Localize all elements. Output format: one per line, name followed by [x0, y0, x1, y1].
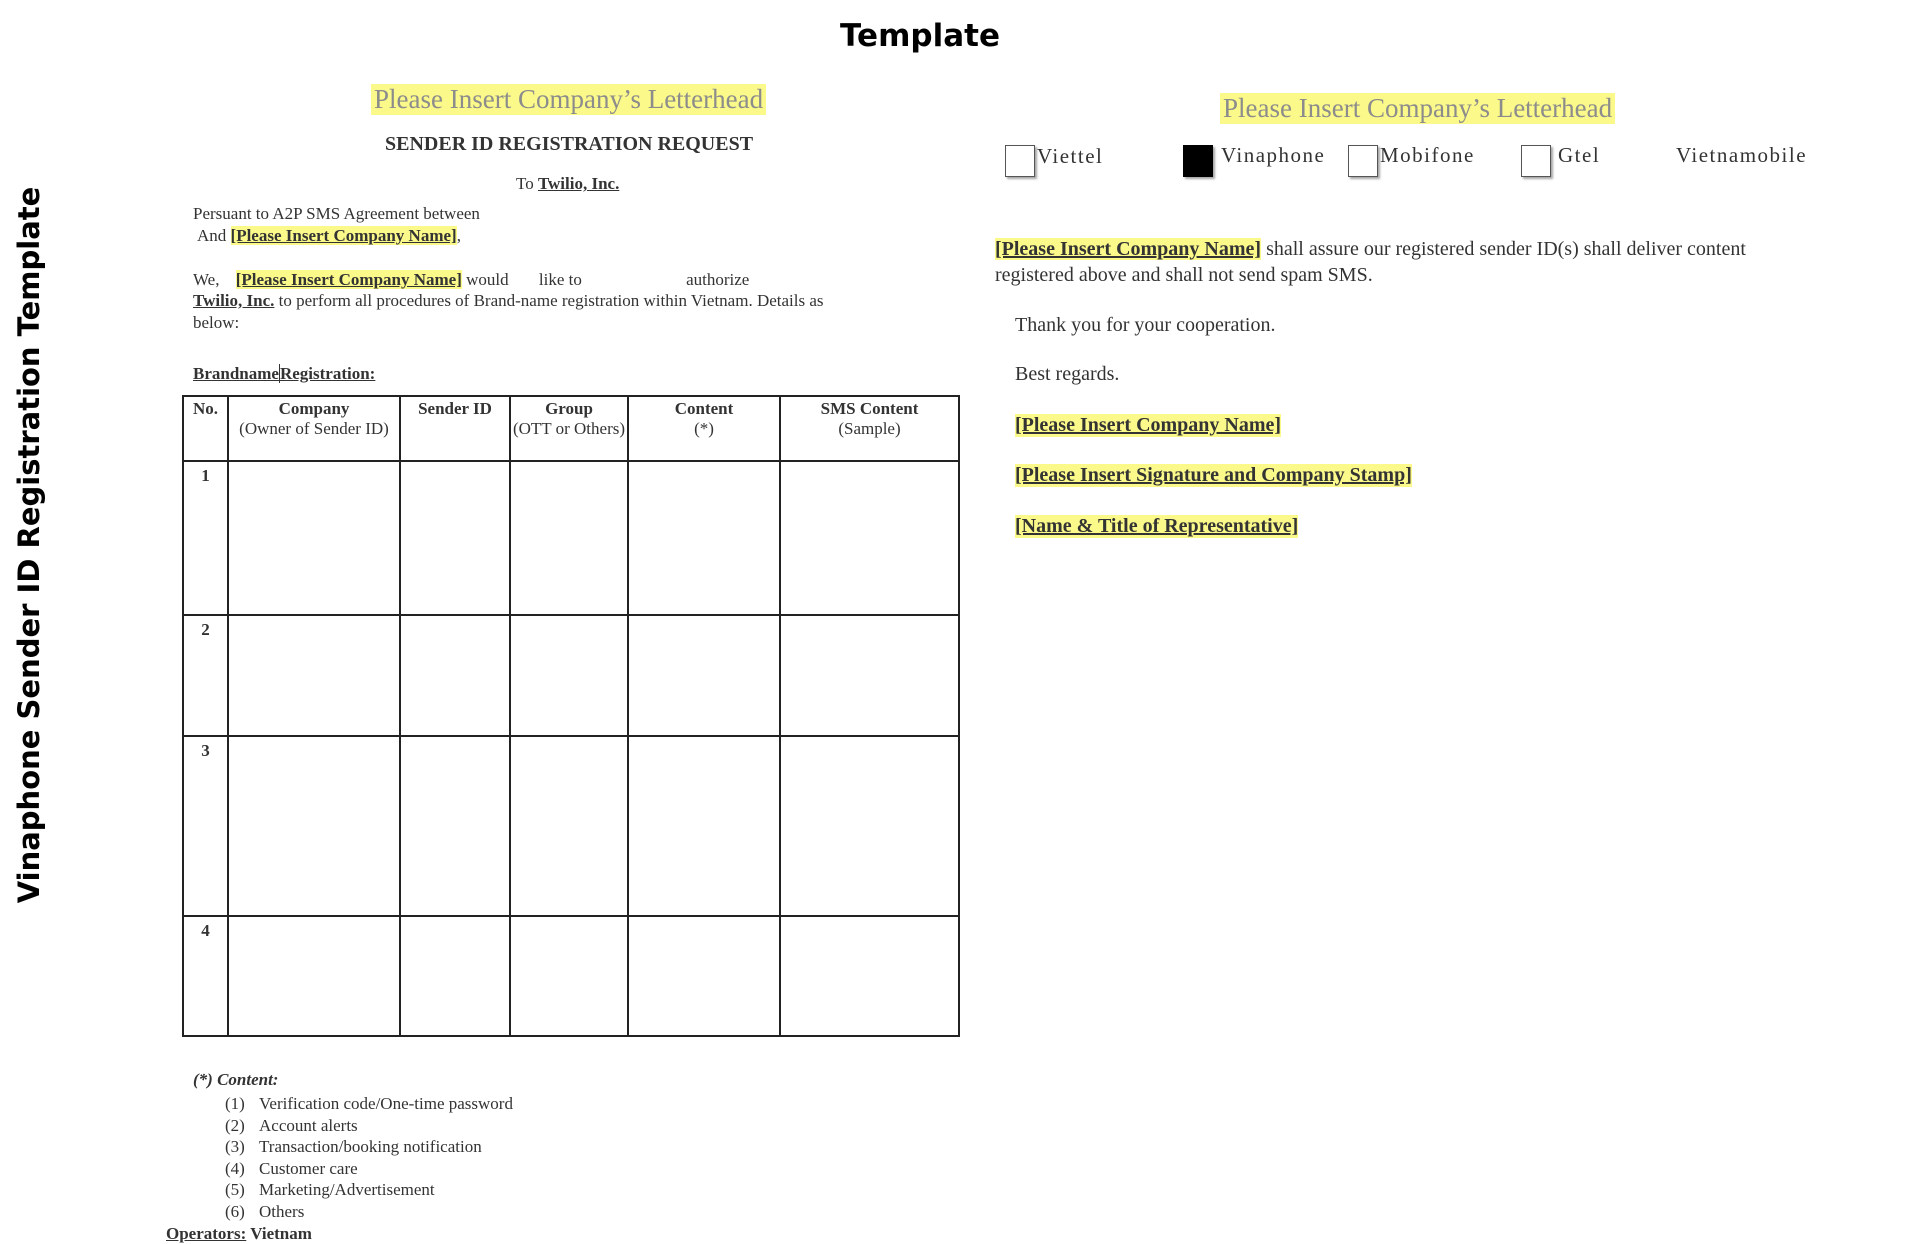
list-item: (2) Account alerts: [225, 1115, 358, 1135]
table-cell[interactable]: [228, 615, 400, 736]
assure-line-2: registered above and shall not send spam SMS.: [995, 264, 1373, 286]
table-cell[interactable]: [510, 736, 628, 916]
assure-line-1: [Please Insert Company Name] shall assure our registered sender ID(s) shall deliver content: [995, 238, 1746, 260]
sign-stamp-placeholder[interactable]: [Please Insert Signature and Company Stamp]: [1015, 464, 1412, 486]
regards-line: Best regards.: [1015, 363, 1120, 385]
representative-placeholder[interactable]: [Name & Title of Representative]: [1015, 515, 1299, 537]
table-cell[interactable]: [628, 461, 780, 615]
table-row: [183, 461, 959, 615]
table-row: [183, 916, 959, 1036]
vinaphone-checkbox[interactable]: [1183, 145, 1213, 177]
col-header-content: Content (*): [628, 396, 780, 461]
vietnamobile-label: Vietnamobile: [1676, 143, 1808, 167]
mobifone-checkbox[interactable]: [1348, 145, 1378, 177]
brandname-heading: BrandnameRegistration:: [193, 364, 376, 383]
table-cell[interactable]: [400, 736, 510, 916]
operators-line: Operators: Vietnam: [166, 1224, 312, 1243]
col-header-company: Company (Owner of Sender ID): [228, 396, 400, 461]
vinaphone-label: Vinaphone: [1221, 143, 1326, 167]
table-cell[interactable]: [228, 461, 400, 615]
table-header-row: [183, 396, 959, 461]
thanks-line: Thank you for your cooperation.: [1015, 314, 1276, 336]
below-line: below:: [193, 313, 240, 332]
list-item: (6) Others: [225, 1201, 305, 1221]
table-cell[interactable]: [510, 916, 628, 1036]
table-row: [183, 615, 959, 736]
mobifone-label: Mobifone: [1380, 143, 1475, 167]
table-row: [183, 736, 959, 916]
persuant-line: Persuant to A2P SMS Agreement between: [193, 204, 480, 223]
col-header-sender-id: Sender ID: [400, 396, 510, 461]
company-name-placeholder[interactable]: [Please Insert Company Name]: [230, 226, 457, 245]
company-name-placeholder[interactable]: [Please Insert Company Name]: [995, 238, 1262, 260]
sign-company-placeholder[interactable]: [Please Insert Company Name]: [1015, 414, 1282, 436]
table-cell[interactable]: [510, 615, 628, 736]
gtel-label: Gtel: [1558, 143, 1601, 167]
table-cell[interactable]: [628, 736, 780, 916]
registration-table: [182, 395, 960, 1037]
table-cell[interactable]: [228, 916, 400, 1036]
content-note-title: (*) Content:: [193, 1070, 279, 1089]
list-item: (3) Transaction/booking notification: [225, 1137, 482, 1157]
table-cell[interactable]: [400, 461, 510, 615]
row-number: 3: [183, 736, 228, 916]
viettel-label: Viettel: [1037, 144, 1104, 168]
table-cell[interactable]: [780, 461, 959, 615]
we-line: We, [Please Insert Company Name] would like to authorize: [193, 270, 750, 289]
page-title: Template: [840, 18, 1000, 54]
content-list: [225, 1093, 513, 1223]
table-cell[interactable]: [780, 916, 959, 1036]
col-header-group: Group (OTT or Others): [510, 396, 628, 461]
right-letterhead: Please Insert Company’s Letterhead: [1220, 93, 1615, 124]
row-number: 1: [183, 461, 228, 615]
and-line: And [Please Insert Company Name],: [197, 226, 461, 245]
list-item: (5) Marketing/Advertisement: [225, 1180, 435, 1200]
left-letterhead: Please Insert Company’s Letterhead: [371, 84, 766, 115]
col-header-sms-content: SMS Content (Sample): [780, 396, 959, 461]
row-number: 2: [183, 615, 228, 736]
viettel-checkbox[interactable]: [1005, 145, 1035, 177]
table-cell[interactable]: [628, 615, 780, 736]
perform-line: Twilio, Inc. to perform all procedures of Brand-name registration within Vietnam. Details as: [193, 291, 824, 310]
table-cell[interactable]: [510, 461, 628, 615]
table-cell[interactable]: [228, 736, 400, 916]
gtel-checkbox[interactable]: [1521, 145, 1551, 177]
row-number: 4: [183, 916, 228, 1036]
request-heading: SENDER ID REGISTRATION REQUEST: [385, 133, 754, 155]
table-cell[interactable]: [628, 916, 780, 1036]
to-line: To Twilio, Inc.: [516, 174, 620, 193]
list-item: (1) Verification code/One-time password: [225, 1094, 513, 1113]
table-cell[interactable]: [400, 615, 510, 736]
col-header-no: No.: [183, 396, 228, 461]
table-cell[interactable]: [780, 615, 959, 736]
company-name-placeholder[interactable]: [Please Insert Company Name]: [235, 270, 462, 289]
table-cell[interactable]: [400, 916, 510, 1036]
table-cell[interactable]: [780, 736, 959, 916]
list-item: (4) Customer care: [225, 1158, 358, 1178]
